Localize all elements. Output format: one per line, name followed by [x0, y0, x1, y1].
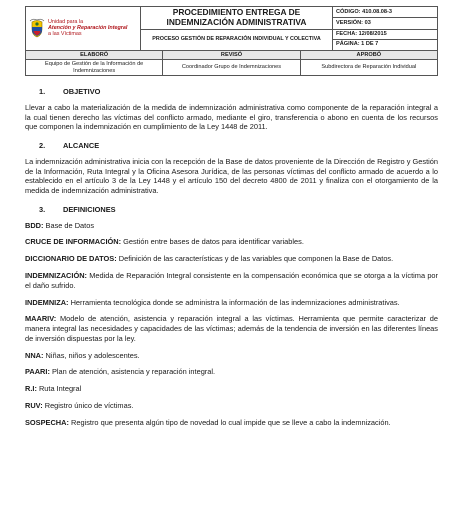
approval-label-aprobo: APROBÓ: [300, 50, 437, 59]
definition-item: BDD: Base de Datos: [25, 220, 95, 230]
coat-of-arms-icon: [29, 18, 45, 38]
entity-logo: [29, 18, 137, 38]
section-heading: 1. OBJETIVO: [39, 87, 101, 97]
document-date: FECHA: 12/08/2015: [333, 29, 438, 39]
approval-value-aprobo: Subdirectora de Reparación Individual: [300, 60, 437, 76]
document-title: PROCEDIMIENTO ENTREGA DE INDEMNIZACIÓN ADMINISTRATIVA: [166, 7, 307, 27]
approval-value-reviso: Coordinador Grupo de Indemnizaciones: [163, 60, 300, 76]
process-name: PROCESO GESTIÓN DE REPARACIÓN INDIVIDUAL Y COLECTIVA: [141, 29, 333, 50]
section-paragraph: Llevar a cabo la materialización de la medida de indemnización administrativa como componente de la reparación integral a la cual tienen derecho las víctimas del conflicto armado, mediante el giro, transferencia o abono en cuenta de los recursos que componen la indemnización en cumplimiento de la Ley 1448 de 2011.: [25, 102, 438, 132]
logo-cell: [26, 7, 141, 51]
approvals-table: [25, 50, 438, 76]
definition-item: INDEMNIZA: Herramienta tecnológica donde se administra la información de las indemnizaciones administrativas.: [25, 297, 400, 307]
definition-item: CRUCE DE INFORMACIÓN: Gestión entre bases de datos para identificar variables.: [25, 237, 304, 247]
logo-text: [48, 19, 127, 38]
page-number: PÁGINA: 1 DE 7: [333, 40, 438, 50]
approval-label-reviso: REVISÓ: [163, 50, 300, 59]
definition-item: DICCIONARIO DE DATOS: Definición de las características y de las variables que componen la Base de Datos.: [25, 254, 394, 264]
section-definiciones: [25, 205, 438, 427]
title-cell: [141, 7, 333, 30]
section-paragraph: La indemnización administrativa inicia con la recepción de la Base de datos proveniente de la Dirección de Registro y Gestión de la Información, Ruta Integral y la Oficina Asesora Jurídica, de las personas víctimas del conflicto armado de acuerdo a lo establecido en el artículo 3 de la Ley 1448 y el artículo 150 del decreto 4800 de 2011 y finaliza con el otorgamiento de la medida de indemnización administrativa.: [25, 156, 438, 196]
logo-line-2: Atención y Reparación Integral: [48, 25, 128, 32]
definition-item: NNA: Niñas, niños y adolescentes.: [25, 350, 140, 360]
definition-item: RUV: Registro único de víctimas.: [25, 400, 134, 410]
section-heading: 2. ALCANCE: [39, 141, 100, 151]
document-code: CÓDIGO: 410.08.08-3: [333, 7, 438, 18]
definition-item: R.I: Ruta Integral: [25, 384, 82, 394]
document-header: [25, 6, 438, 51]
approval-value-elaboro: Equipo de Gestión de la Información de Indemnizaciones: [26, 60, 163, 76]
definition-item: MAARIV: Modelo de atención, asistencia y reparación integral a las víctimas. Herramienta que permite caracterizar de manera integral las necesidades y capacidades de las víctimas; además de la tendencia de inversión en las diferentes líneas de inversión dispuestas por la ley.: [25, 314, 438, 343]
section-objetivo: [25, 87, 438, 132]
definition-item: SOSPECHA: Registro que presenta algún tipo de novedad lo cual impide que se lleve a cabo la indemnización.: [25, 417, 391, 427]
definition-item: PAARI: Plan de atención, asistencia y reparación integral.: [25, 367, 216, 377]
document-version: VERSIÓN: 03: [333, 18, 438, 29]
logo-line-3: a las Víctimas: [48, 31, 82, 38]
section-alcance: [25, 141, 438, 196]
section-heading: 3. DEFINICIONES: [39, 204, 116, 214]
approval-label-elaboro: ELABORÓ: [26, 50, 163, 59]
logo-line-1: Unidad para la: [48, 18, 84, 25]
definition-item: INDEMNIZACIÓN: Medida de Reparación Integral consistente en la compensación económica que se otorga a la víctima por el daño sufrido.: [25, 270, 438, 290]
